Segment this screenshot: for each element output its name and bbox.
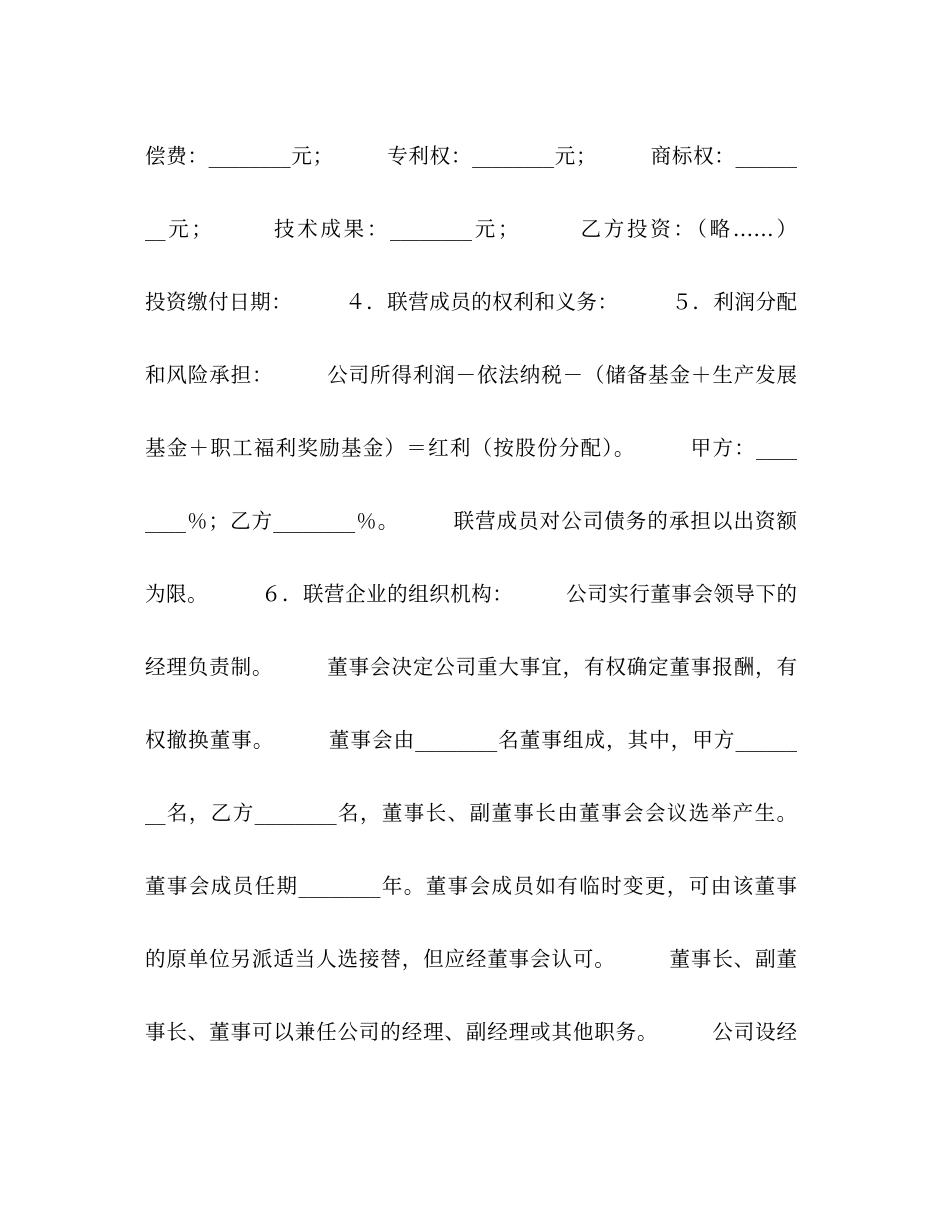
text-line: 董事会成员任期________年。董事会成员如有临时变更，可由该董事	[145, 874, 797, 898]
text-line: ____％；乙方________％。 联营成员对公司债务的承担以出资额	[145, 509, 797, 533]
text-line: 投资缴付日期： ４．联营成员的权利和义务： ５．利润分配	[145, 290, 797, 314]
text-line: 为限。 ６．联营企业的组织机构： 公司实行董事会领导下的	[145, 582, 797, 606]
text-line: __元； 技术成果：________元； 乙方投资：（略……）	[145, 217, 797, 241]
text-line: 偿费：________元； 专利权：________元； 商标权：______	[145, 144, 797, 168]
text-line: __名，乙方________名，董事长、副董事长由董事会会议选举产生。	[145, 801, 797, 825]
text-line: 和风险承担： 公司所得利润－依法纳税－（储备基金＋生产发展	[145, 363, 797, 387]
text-line: 的原单位另派适当人选接替，但应经董事会认可。 董事长、副董	[145, 947, 797, 971]
text-line: 经理负责制。 董事会决定公司重大事宜，有权确定董事报酬，有	[145, 655, 797, 679]
text-line: 基金＋职工福利奖励基金）＝红利（按股份分配）。 甲方：____	[145, 436, 797, 460]
text-line: 事长、董事可以兼任公司的经理、副经理或其他职务。 公司设经	[145, 1020, 797, 1044]
text-line: 权撤换董事。 董事会由________名董事组成，其中，甲方______	[145, 728, 797, 752]
contract-body-text	[145, 120, 797, 1069]
